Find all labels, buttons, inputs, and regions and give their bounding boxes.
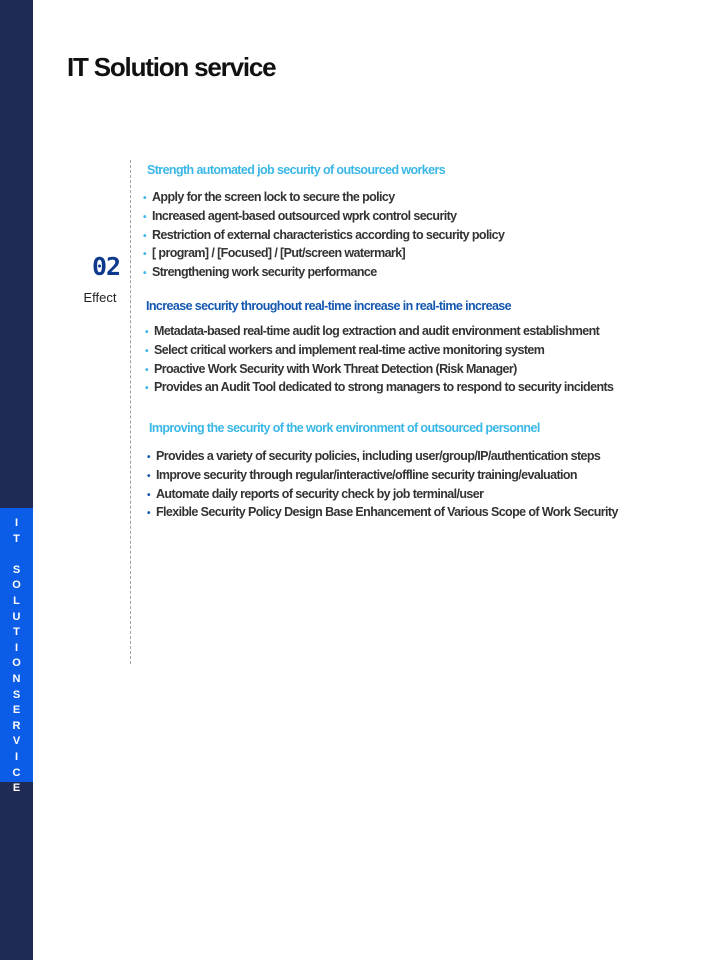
side-letter: I (14, 750, 19, 763)
side-letter: O (12, 579, 21, 592)
list-item: • Proactive Work Security with Work Threat Detection (Risk Manager) (145, 361, 517, 376)
list-item: • Strengthening work security performance (143, 265, 377, 280)
side-letter: E (12, 782, 21, 795)
side-letter: T (13, 532, 20, 545)
list-item: • Provides an Audit Tool dedicated to strong managers to respond to security incidents (145, 380, 614, 395)
side-letter: V (12, 735, 21, 748)
effect-number: 02 (91, 252, 121, 281)
section-heading-job-security: Strength automated job security of outsourced workers (147, 163, 446, 177)
list-item: • Increased agent-based outsourced wprk control security (143, 208, 457, 223)
section-heading-work-environment: Improving the security of the work environment of outsourced personnel (149, 421, 540, 435)
list-item: • Automate daily reports of security check by job terminal/user (147, 486, 484, 501)
side-letter: O (12, 657, 21, 670)
list-item: • Metadata-based real-time audit log extraction and audit environment establishment (145, 324, 600, 338)
side-letter: L (13, 594, 20, 607)
side-letter: E (12, 704, 21, 717)
effect-label: Effect (83, 290, 117, 305)
list-item: • Apply for the screen lock to secure the policy (143, 190, 395, 204)
side-vertical-title (0, 516, 33, 797)
list-item: • Provides a variety of security policies, including user/group/IP/authentication steps (147, 449, 601, 463)
side-letter: S (12, 563, 21, 576)
list-item: • Flexible Security Policy Design Base Enhancement of Various Scope of Work Security (147, 505, 618, 520)
side-letter: I (14, 641, 19, 654)
bullet-list-job-security (143, 188, 504, 282)
side-letter: N (12, 672, 21, 685)
side-letter: R (12, 719, 21, 732)
list-item: • Restriction of external characteristics according to security policy (143, 227, 505, 242)
bullet-list-work-environment (147, 447, 618, 522)
bullet-list-real-time (145, 322, 613, 397)
section-heading-real-time: Increase security throughout real-time increase in real-time increase (146, 299, 512, 313)
list-item: • Select critical workers and implement real-time active monitoring system (145, 342, 545, 357)
side-letter: C (12, 766, 21, 779)
dashed-divider (130, 160, 131, 664)
side-letter: T (13, 626, 20, 639)
side-letter: S (12, 688, 21, 701)
side-letter: U (12, 610, 21, 623)
list-item: • Improve security through regular/interactive/offline security training/evaluation (147, 467, 577, 482)
page-title: IT Solution service (67, 52, 276, 82)
side-bar (0, 0, 33, 960)
list-item: • [ program] / [Focused] / [Put/screen watermark] (143, 246, 406, 261)
side-letter: I (14, 517, 19, 529)
